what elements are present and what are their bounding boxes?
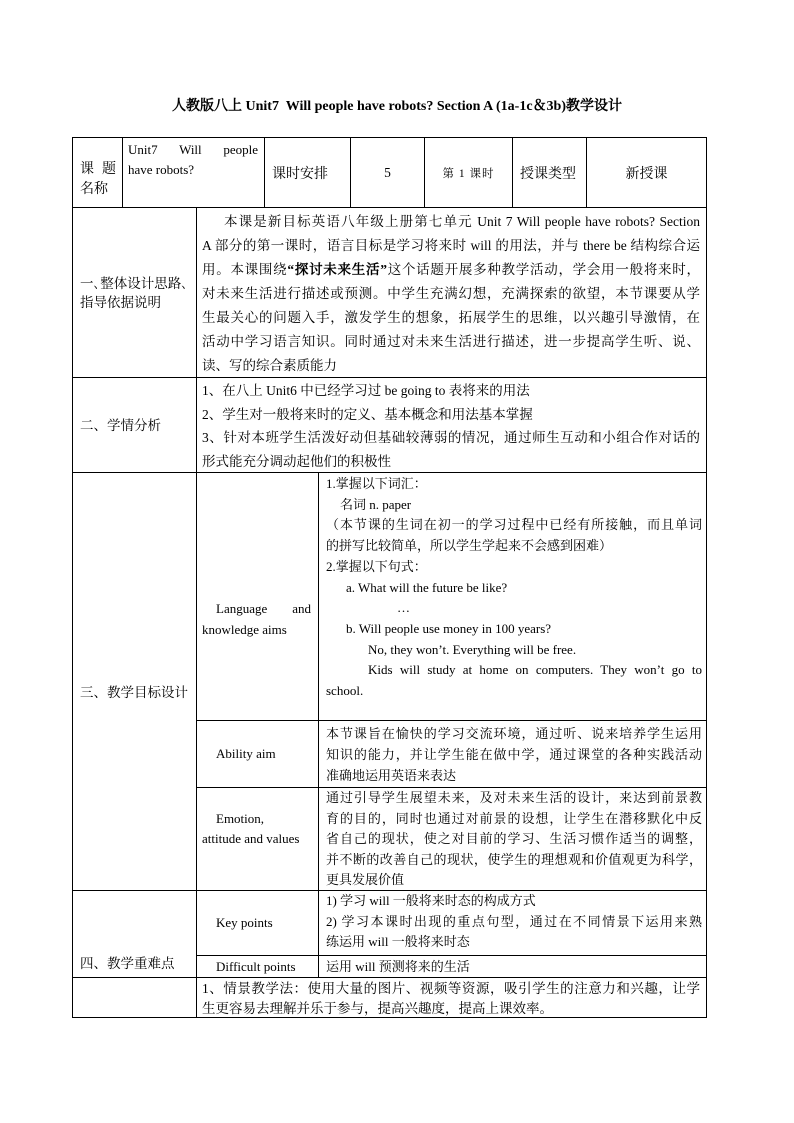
content-line: 名词 n. paper — [340, 496, 412, 512]
key-difficult-label-cell — [73, 891, 197, 978]
methods-label-cell — [73, 978, 197, 1018]
content-line: 生更容易去理解并乐于参与，提高兴趣度，提高上课效率。 — [202, 1000, 553, 1016]
design-rationale-label-cell — [73, 208, 197, 378]
paragraph-line: 对未来生活进行描述或预测。中学生充满幻想，充满探索的欲望，本节课要从学 — [202, 286, 700, 301]
paragraph-line: 活动中学习语言知识。同时通过对未来生活进行描述，进一步提高学生听、说、 — [202, 334, 700, 349]
key-points-label-cell — [197, 891, 319, 956]
schedule-label-cell — [265, 138, 351, 208]
content-line: 练运用 will 一般将来时态 — [326, 934, 470, 949]
schedule-value: 5 — [384, 164, 391, 180]
content-line: school. — [326, 683, 364, 699]
content-line: Kids will study at home on computers. They won’t go to — [368, 662, 702, 678]
content-line: 运用 will 预测将来的生活 — [326, 959, 470, 974]
paragraph-line: 本课是新目标英语八年级上册第七单元 Unit 7 Will people have robots? Section — [224, 214, 700, 229]
schedule-value-cell — [351, 138, 425, 208]
difficult-points-content — [319, 956, 707, 978]
emotion-aim-content — [319, 788, 707, 891]
paragraph-line — [202, 258, 700, 282]
topic-emphasis: “探讨未来生活” — [287, 262, 387, 277]
objectives-label-cell — [73, 473, 197, 891]
topic-label-line: 课 题 — [80, 162, 116, 177]
content-line: 准确地运用英语来表达 — [326, 768, 457, 783]
paragraph-line: 生最关心的问题入手，激发学生的想象，拓展学生的思维，以兴趣引导激情，在 — [202, 310, 700, 325]
lesson-type-label-cell — [513, 138, 587, 208]
design-rationale-content — [197, 208, 707, 378]
topic-label-line: 名称 — [80, 182, 108, 197]
language-aims-content — [319, 473, 707, 721]
content-line: （本节课的生词在初一的学习过程中已经有所接触，而且单词 — [326, 517, 702, 533]
lesson-type-label: 授课类型 — [520, 166, 576, 182]
content-line: 省自己的现状，使之对目前的学习、生活习惯作适当的调整， — [326, 831, 702, 846]
topic-value-line: have robots? — [128, 162, 195, 177]
list-item: 3、针对本班学生活泼好动但基础较薄弱的情况，通过师生互动和小组合作对话的 — [202, 430, 700, 445]
sub-label-line: Emotion, — [216, 810, 265, 826]
section-label-line: 一､整体设计思路､ — [80, 275, 188, 291]
sub-label: Key points — [216, 915, 273, 930]
learner-analysis-content — [197, 378, 707, 473]
paragraph-line: A 部分的第一课时，语言目标是学习将来时 will 的用法，并与 there be 结构综合运 — [202, 238, 700, 253]
schedule-label: 课时安排 — [272, 166, 328, 182]
period-value: 第 1 课时 — [442, 167, 495, 180]
content-line: b. Will people use money in 100 years? — [346, 620, 552, 636]
section-label: 四、教学重难点 — [80, 956, 175, 971]
lesson-type-value-cell — [587, 138, 707, 208]
paragraph-text: 这个话题开展多种教学活动，学会用一般将来时， — [386, 262, 701, 277]
content-line: … — [397, 600, 410, 616]
language-aims-label-cell — [197, 473, 319, 721]
document-title: 人教版八上 Unit7 Will people have robots? Section A (1a-1c＆3b)教学设计 — [172, 99, 622, 114]
paragraph-text: 用。本课围绕 — [202, 262, 288, 277]
content-line: 1) 学习 will 一般将来时态的构成方式 — [326, 893, 536, 908]
period-cell — [425, 138, 513, 208]
lesson-type-value: 新授课 — [625, 166, 668, 182]
content-line: 更具发展价值 — [326, 872, 405, 887]
section-label: 三、教学目标设计 — [80, 685, 188, 700]
content-line: 的拼写比较简单，所以学生学起来不会感到困难） — [326, 538, 613, 554]
sub-label: Difficult points — [216, 958, 296, 974]
content-line: a. What will the future be like? — [346, 579, 508, 595]
content-line: 1、情景教学法：使用大量的图片、视频等资源，吸引学生的注意力和兴趣，让学 — [202, 981, 700, 996]
section-label-line: 指导依据说明 — [80, 294, 161, 310]
list-item: 1、在八上 Unit6 中已经学习过 be going to 表将来的用法 — [202, 383, 530, 398]
sub-label-line: attitude and values — [202, 830, 300, 846]
list-item: 2、学生对一般将来时的定义、基本概念和用法基本掌握 — [202, 406, 533, 422]
sub-label: Ability aim — [216, 746, 276, 761]
difficult-points-label-cell — [197, 956, 319, 978]
content-line: 本节课旨在愉快的学习交流环境，通过听、说来培养学生运用 — [326, 726, 702, 741]
topic-label-cell — [73, 138, 123, 208]
emotion-aim-label-cell — [197, 788, 319, 891]
content-line: 通过引导学生展望未来，及对未来生活的设计，来达到前景教 — [326, 790, 702, 805]
content-line: 并不断的改善自己的现状，使学生的理想观和价值观更为科学， — [326, 851, 702, 867]
content-line: No, they won’t. Everything will be free. — [368, 641, 577, 657]
topic-value-cell — [123, 138, 265, 208]
methods-content — [197, 978, 707, 1018]
section-label: 二、学情分析 — [80, 417, 161, 433]
key-points-content — [319, 891, 707, 956]
content-line: 1.掌握以下词汇： — [326, 476, 427, 491]
content-line: 知识的能力，并让学生能在做中学，通过课堂的各种实践活动 — [326, 747, 702, 762]
list-item: 形式能充分调动起他们的积极性 — [202, 453, 391, 469]
sub-label-line: Language and — [216, 600, 311, 616]
paragraph-line: 读、写的综合素质能力 — [202, 358, 337, 373]
content-line: 育的目的，同时也通过对前景的设想，让学生在潜移默化中反 — [326, 810, 702, 826]
lesson-plan-table — [72, 137, 707, 1018]
ability-aim-content — [319, 721, 707, 788]
learner-analysis-label-cell — [73, 378, 197, 473]
topic-value-line: Unit7 Will people — [128, 142, 258, 157]
ability-aim-label-cell — [197, 721, 319, 788]
content-line: 2) 学习本课时出现的重点句型，通过在不同情景下运用来熟 — [326, 913, 702, 929]
content-line: 2.掌握以下句式： — [326, 558, 427, 574]
sub-label-line: knowledge aims — [202, 621, 287, 637]
